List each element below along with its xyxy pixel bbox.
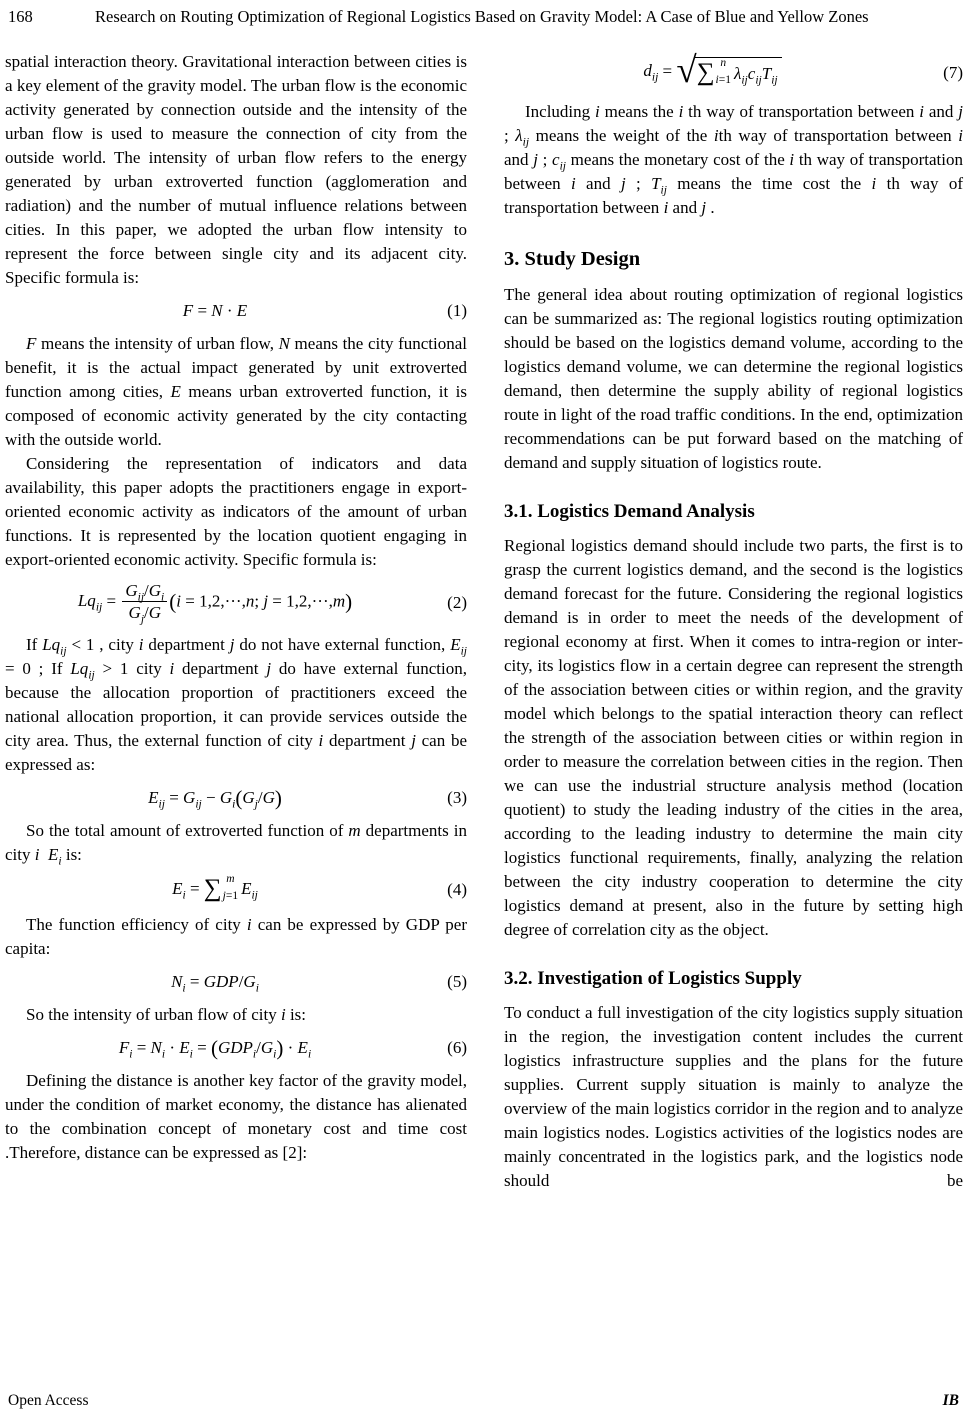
body-paragraph: Defining the distance is another key factor of the gravity model, under the condition of market economy, the distance has alienated to the combination concept of monetary cost and time cost .Therefore, distance can be expressed as [2]:	[5, 1071, 467, 1162]
page-number: 168	[8, 7, 33, 26]
equation-5-formula: $N_i = GDP/G_i$	[171, 972, 259, 995]
equation-5	[5, 970, 467, 994]
subsection-heading-logistics-demand-analysis: 3.1. Logistics Demand Analysis	[504, 501, 755, 522]
body-paragraph: spatial interaction theory. Gravitational interaction between cities is a key element of the gravity model. The urban flow is the economic activity generated by connection outside and the intensity of the urban flow is used to measure the connection of city from the outside world. The intensity of urban flow refers to the energy generated by urban extroverted function (agglomeration and radiation) and the number of mutual influence relations between cities. In this paper, we adopted the urban flow intensity to represent the force between single city and its adjacent city. Specific formula is:	[5, 52, 467, 287]
equation-6	[5, 1036, 467, 1060]
left-column	[5, 50, 467, 1165]
body-paragraph: F means the intensity of urban flow, N means the city functional benefit, it is the actual impact generated by unit extroverted function among cities, E means urban extroverted function, it is composed of economic activity generated by the city contacting with the outside world.	[5, 334, 467, 449]
body-paragraph: To conduct a full investigation of the city logistics supply situation in the region, the investigation content includes the current logistics infrastructure supplies and the plans for the future supplies. Current supply situation is mainly to analyze the overview of the main logistics corridor in the region and to analyze main logistics nodes. Logistics activities of the logistics nodes are mainly concentrated in the logistics park, and the logistics node should be	[504, 1003, 963, 1190]
body-paragraph: If $Lq_{ij} < 1$ , city i department j do not have external function, $E_{ij} = 0$ ; If $Lq_{ij} > 1$ city i department j do have external function, because the allocation proportion of practitioners exceed the national allocation proportion, it can provide services outside the city area. Thus, the external function of city i department j can be expressed as:	[5, 635, 467, 774]
equation-3-formula: $E_{ij} = G_{ij} - G_i(G_j/G)$	[148, 786, 282, 811]
body-paragraph: So the total amount of extroverted function of m departments in city i $E_i$ is:	[5, 821, 467, 868]
equation-7	[504, 50, 963, 91]
equation-4	[5, 873, 467, 904]
equation-2-formula: $Lq_{ij}$ = $\frac{G_{ij}/G_i}{G_j/G}$ (i = 1,2,···,n; j = 1,2,···,m)	[77, 581, 353, 626]
equation-2	[5, 581, 467, 624]
body-paragraph: Including i means the i th way of transportation between i and j ; $\lambda_{ij}$ means the weight of the ith way of transportation between i and j ; $c_{ij}$ means the monetary cost of the i th way of transportation between i and j ; $T_{ij}$ means the time cost the i th way of transportation between i and j .	[504, 102, 964, 217]
equation-3	[5, 786, 467, 810]
body-paragraph: So the intensity of urban flow of city i is:	[26, 1005, 307, 1024]
page-header	[8, 7, 961, 27]
section-heading-study-design: 3. Study Design	[504, 248, 641, 270]
equation-1-number: (1)	[447, 301, 467, 320]
body-paragraph: The function efficiency of city i can be expressed by GDP per capita:	[5, 915, 467, 958]
subsection-heading-investigation-of-logistics-supply: 3.2. Investigation of Logistics Supply	[504, 968, 802, 989]
equation-5-number: (5)	[447, 972, 467, 991]
equation-1-formula: F = N · E	[182, 301, 248, 320]
equation-4-number: (4)	[447, 880, 467, 899]
open-access-label: Open Access	[8, 1392, 89, 1409]
equation-7-formula: $d_{ij}$ = √ ∑ n i=1 $\lambda_{ij}$ $c_{ij}$ $T_{ij}$	[504, 54, 921, 91]
equation-6-formula: $F_i = N_i \cdot E_i = (GDP_i/G_i) \cdot E_i$	[118, 1036, 312, 1061]
equation-3-number: (3)	[447, 788, 467, 807]
body-paragraph: Considering the representation of indicators and data availability, this paper adopts the practitioners engage in export-oriented economic activity as indicators of the amount of urban functions. It is represented by the location quotient engaging in export-oriented economic activity. Specific formula is:	[5, 454, 467, 569]
equation-6-number: (6)	[447, 1038, 467, 1057]
journal-mark: IB	[942, 1392, 959, 1409]
right-column	[504, 50, 963, 1193]
body-paragraph: Regional logistics demand should include two parts, the first is to grasp the current logistics demand, and the second is the logistics demand forecast for the future. Considering the regional logistics demand is in order to meet the needs of the development of regional economy at first. When it comes to intra-region or inter-city, its logistics flow in a certain degree can represent the strength of the association between cities or within region, and the gravity model which belongs to the spatial interaction theory can reflect the strength of the association between cities or within region in order to measure the correlation between cities in the region. Then we can use the industrial structure analysis method (location quotient) to study the leading industry of the cities in the area, according to the leading industry to determine the main city logistics functional requirements, finally, analyzing the relation between the city industry cooperation to determine the city logistics demand at present, also in the future by setting high degree of correlation city as the object.	[504, 536, 963, 939]
equation-1	[5, 299, 467, 323]
equation-2-number: (2)	[447, 592, 467, 612]
body-paragraph: The general idea about routing optimization of regional logistics can be summarized as: The regional logistics routing optimization should be based on the logistics demand volume, according to the logistics demand volume, we can determine the regional logistics demand, then determine the supply ability of regional logistics route in light of the road traffic conditions. In the end, optimization recommendations can be put forward based on the matching of demand and supply situation of logistics route.	[504, 285, 963, 472]
running-title: Research on Routing Optimization of Regional Logistics Based on Gravity Model: A Case of Blue and Yellow Zones	[95, 7, 869, 26]
page-footer	[8, 1391, 959, 1411]
equation-4-formula: $E_i$ = ∑ m j=1 $E_{ij}$	[172, 873, 258, 902]
equation-7-number: (7)	[943, 62, 963, 82]
